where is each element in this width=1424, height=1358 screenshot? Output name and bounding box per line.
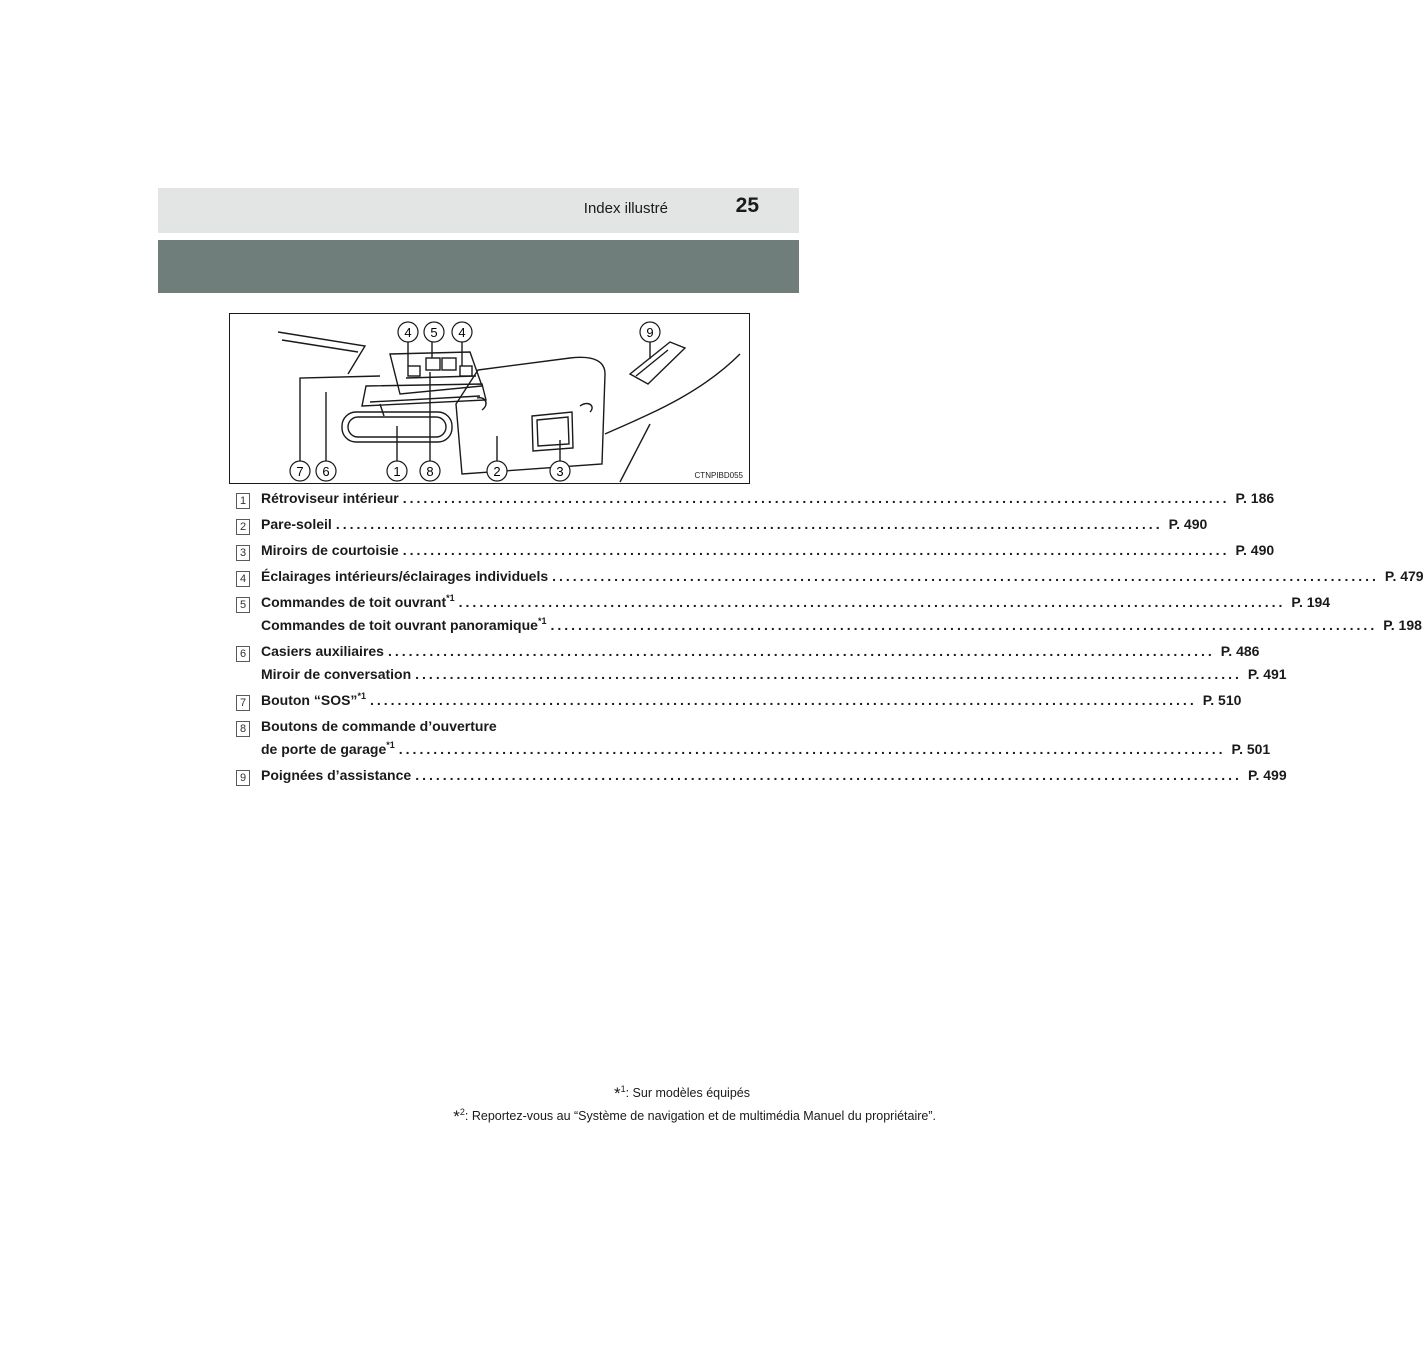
page-reference-link[interactable]: P. 486 [1220, 643, 1260, 659]
item-label: Poignées d’assistance [261, 767, 412, 783]
page-reference-link[interactable]: P. 491 [1247, 666, 1287, 682]
item-number-box: 4 [236, 571, 250, 587]
callout-top-2: 5 [430, 325, 438, 340]
item-line [261, 542, 1275, 565]
item-line [261, 767, 1287, 790]
footnotes [453, 1080, 936, 1127]
footnote-ref: *1 [446, 593, 455, 603]
item-number-box: 6 [236, 646, 250, 662]
callout-top-3: 4 [458, 325, 466, 340]
section-title: Index illustré [583, 200, 668, 217]
dot-leader: ........................................................................................................................ [402, 542, 1230, 558]
list-item [236, 542, 1275, 565]
dot-leader: ........................................................................................................................ [402, 490, 1230, 506]
item-number-box: 9 [236, 770, 250, 786]
dot-leader: ........................................................................................................................ [550, 617, 1378, 633]
callout-bottom-2: 6 [322, 464, 330, 479]
item-label: Casiers auxiliaires [261, 643, 384, 659]
item-label: Miroirs de courtoisie [261, 542, 399, 558]
item-label: de porte de garage$^{*1}$ [261, 740, 395, 757]
item-label: Rétroviseur intérieur [261, 490, 399, 506]
overhead-console-drawing [230, 314, 751, 485]
item-line [261, 691, 1242, 715]
footnote-2: *$^2$: Reportez-vous au “Système de navigation et de multimédia Manuel du propriétaire”. [453, 1107, 936, 1127]
page-header [158, 188, 799, 233]
callout-bottom-3: 1 [393, 464, 401, 479]
dot-leader: ........................................................................................................................ [415, 767, 1242, 783]
page-reference-link[interactable]: P. 499 [1247, 767, 1287, 783]
item-number-box: 3 [236, 545, 250, 561]
callout-bottom-6: 3 [556, 464, 564, 479]
item-number-box: 2 [236, 519, 250, 535]
list-item [236, 593, 1422, 640]
callout-bottom-5: 2 [493, 464, 501, 479]
item-label: Pare-soleil [261, 516, 332, 532]
dot-leader: ........................................................................................................................ [552, 568, 1379, 584]
dot-leader: ........................................................................................................................ [398, 741, 1226, 757]
item-line [261, 490, 1275, 513]
callout-bottom-1: 7 [296, 464, 304, 479]
page-reference-link[interactable]: P. 194 [1291, 594, 1331, 610]
page-reference-link[interactable]: P. 186 [1235, 490, 1275, 506]
item-label: Éclairages intérieurs/éclairages individuels [261, 568, 549, 584]
dot-leader: ........................................................................................................................ [369, 692, 1197, 708]
dot-leader: ........................................................................................................................ [387, 643, 1215, 659]
item-number-box: 8 [236, 721, 250, 737]
dot-leader: ........................................................................................................................ [335, 516, 1163, 532]
item-line [261, 740, 1271, 764]
page-reference-link[interactable]: P. 510 [1202, 692, 1242, 708]
footnote-ref: *1 [537, 616, 547, 626]
list-item [236, 718, 1271, 764]
item-label: Commandes de toit ouvrant$^{*1}$ [261, 593, 455, 610]
page-reference-link[interactable]: P. 490 [1235, 542, 1275, 558]
page-reference-link[interactable]: P. 490 [1168, 516, 1208, 532]
item-line [261, 568, 1424, 591]
list-item [236, 767, 1287, 790]
callout-top-4: 9 [646, 325, 654, 340]
item-number-box: 1 [236, 493, 250, 509]
item-line [261, 643, 1260, 666]
page-reference-link[interactable]: P. 501 [1231, 741, 1271, 757]
list-item [236, 643, 1287, 689]
page-reference-link[interactable]: P. 479 [1384, 568, 1424, 584]
dot-leader: ........................................................................................................................ [415, 666, 1242, 682]
list-item [236, 691, 1242, 715]
item-label: Miroir de conversation [261, 666, 412, 682]
callout-bottom-4: 8 [426, 464, 434, 479]
callout-top-1: 4 [404, 325, 412, 340]
item-number-box: 5 [236, 597, 250, 613]
page-number: 25 [735, 194, 759, 217]
list-item [236, 516, 1208, 539]
item-line [261, 718, 724, 741]
page-reference-link[interactable]: P. 198 [1383, 617, 1422, 633]
footnote-ref: *1 [386, 740, 395, 750]
footnote-1: *$^1$: Sur modèles équipés [613, 1084, 750, 1104]
overhead-illustration [229, 313, 750, 484]
list-item [236, 490, 1275, 513]
item-label: Boutons de commande d’ouverture [261, 718, 497, 734]
dot-leader: ........................................................................................................................ [458, 594, 1286, 610]
footnote-ref: *1 [357, 691, 366, 701]
item-label: Commandes de toit ouvrant panoramique$^{*1}$ [261, 616, 547, 633]
item-line [261, 593, 1331, 617]
item-line [261, 616, 1422, 640]
item-number-box: 7 [236, 695, 250, 711]
item-list [236, 490, 1424, 793]
list-item [236, 568, 1424, 591]
chapter-band [158, 240, 799, 293]
figure-code: CTNPIBD055 [694, 471, 743, 480]
item-label: Bouton “SOS”$^{*1}$ [261, 691, 366, 708]
item-line [261, 516, 1208, 539]
item-line [261, 666, 1287, 689]
